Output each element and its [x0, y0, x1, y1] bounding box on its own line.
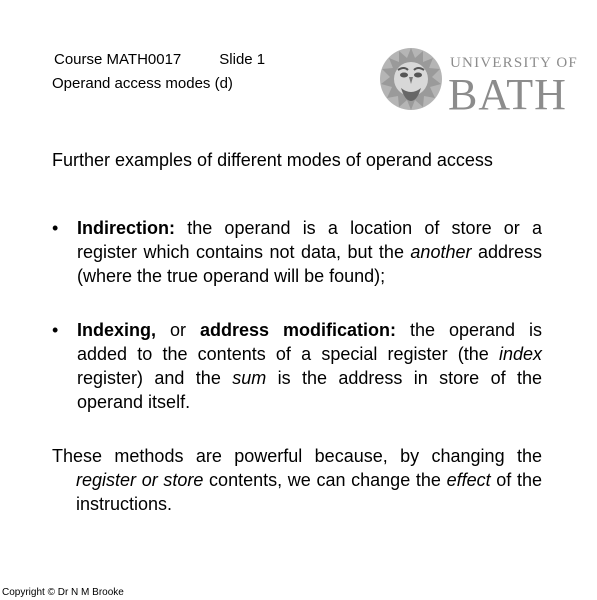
term-indexing: Indexing,	[77, 320, 157, 340]
emphasis-register-or-store: register or store	[76, 470, 204, 490]
definition-text: address (where the true operand will be found);	[77, 242, 542, 286]
list-item-indexing	[52, 318, 542, 414]
definition-text: register) and the	[77, 368, 233, 388]
definition-text: the operand is a location of store or a register which contains not data, but the	[77, 218, 542, 262]
intro-paragraph: Further examples of different modes of operand access	[52, 150, 493, 170]
course-header	[54, 51, 265, 69]
emphasis-sum: sum	[232, 368, 267, 388]
bath-sun-head-emblem-icon	[380, 48, 442, 110]
closing-text: These methods are powerful because, by changing the	[52, 446, 542, 466]
emphasis-index: index	[498, 344, 542, 364]
bullet-marker: •	[52, 218, 59, 238]
connector-text: or	[156, 320, 200, 340]
list-item-indirection	[52, 216, 542, 288]
slide-number: Slide 1	[219, 51, 266, 68]
definition-text: is the address in store of the operand itself.	[77, 368, 542, 412]
emphasis-another: another	[410, 242, 472, 262]
term-indirection: Indirection:	[77, 218, 175, 238]
copyright-footer: Copyright © Dr N M Brooke	[2, 587, 124, 598]
slide-title: Operand access modes (d)	[52, 75, 233, 92]
closing-text: contents, we can change the	[203, 470, 447, 490]
bullet-list	[52, 216, 542, 414]
logo-university-of: UNIVERSITY OF	[450, 55, 578, 71]
term-address-modification: address modification:	[199, 320, 396, 340]
slide-content	[52, 148, 542, 516]
emphasis-effect: effect	[446, 470, 491, 490]
closing-paragraph	[52, 444, 542, 516]
bullet-marker: •	[52, 320, 59, 340]
course-code: Course MATH0017	[54, 51, 182, 68]
closing-text: of the instructions.	[76, 470, 542, 514]
definition-text: the operand is added to the contents of a special register (the	[77, 320, 543, 364]
university-of-bath-logo	[377, 46, 578, 119]
logo-bath: BATH	[448, 70, 567, 119]
